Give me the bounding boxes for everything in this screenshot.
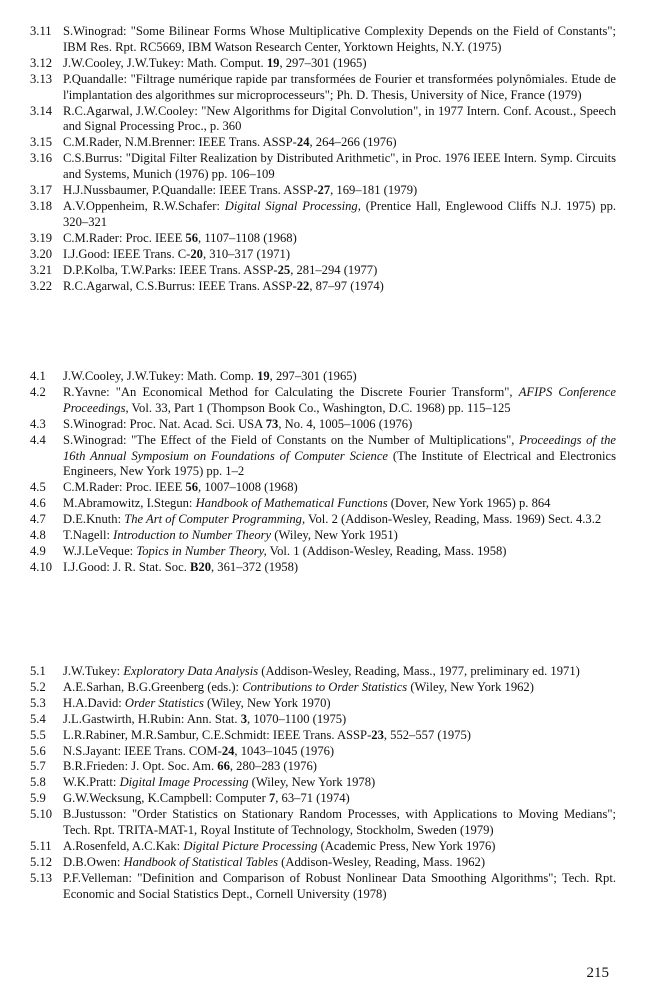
reference-entry	[30, 433, 616, 481]
reference-text	[63, 369, 616, 385]
reference-entry	[30, 72, 616, 104]
reference-entry	[30, 712, 616, 728]
reference-volume: 66	[217, 759, 230, 774]
reference-volume: 73	[265, 416, 279, 431]
reference-text	[63, 247, 616, 263]
reference-number: 5.9	[30, 791, 46, 806]
reference-segment: (Addison-Wesley, Reading, Mass. 1962)	[278, 854, 486, 869]
reference-text	[63, 728, 616, 744]
reference-entry	[30, 807, 616, 839]
reference-segment: Vol. 1 (Addison-Wesley, Reading, Mass. 1958)	[266, 543, 507, 558]
reference-segment: M.Abramowitz, I.Stegun:	[63, 496, 196, 511]
reference-segment: R.C.Agarwal, J.W.Cooley: "New Algorithms for Digital Convolution", in 1977 Intern. Conf. Acoust., Speech and Signal Processing Proc., p. 360	[63, 103, 616, 134]
reference-segment: C.M.Rader: Proc. IEEE	[63, 230, 186, 245]
reference-text	[63, 528, 616, 544]
reference-segment: R.C.Agarwal, C.S.Burrus: IEEE Trans. ASSP-	[63, 278, 297, 293]
reference-title: Handbook of Mathematical Functions	[195, 496, 388, 511]
reference-entry	[30, 263, 616, 279]
reference-volume: 3	[240, 711, 248, 726]
reference-segment: , 281–294 (1977)	[290, 262, 378, 277]
reference-text	[63, 839, 616, 855]
reference-entry	[30, 728, 616, 744]
reference-segment: W.K.Pratt:	[63, 775, 120, 790]
reference-volume: 27	[317, 183, 331, 198]
reference-title: Digital Signal Processing,	[224, 198, 361, 213]
reference-segment: C.M.Rader, N.M.Brenner: IEEE Trans. ASSP-	[63, 135, 297, 150]
reference-title: Digital Picture Processing	[183, 838, 318, 853]
reference-volume: 25	[277, 262, 291, 277]
reference-segment: L.R.Rabiner, M.R.Sambur, C.E.Schmidt: IEEE Trans. ASSP-	[63, 727, 372, 742]
reference-title: Topics in Number Theory,	[136, 543, 267, 558]
reference-entry	[30, 696, 616, 712]
reference-segment: , 63–71 (1974)	[275, 791, 350, 806]
reference-segment: T.Nagell:	[63, 528, 114, 543]
reference-text	[63, 544, 616, 560]
reference-volume: 24	[221, 743, 235, 758]
reference-entry	[30, 231, 616, 247]
reference-number: 3.11	[30, 24, 52, 38]
reference-segment: , 297–301 (1965)	[269, 369, 357, 383]
reference-segment: D.B.Owen:	[63, 854, 124, 869]
reference-segment: A.Rosenfeld, A.C.Kak:	[63, 838, 184, 853]
reference-list-chapter-4	[30, 369, 616, 576]
reference-entry	[30, 664, 616, 680]
reference-number: 5.13	[30, 870, 53, 885]
reference-number: 3.21	[30, 262, 53, 277]
reference-entry	[30, 871, 616, 903]
reference-segment: W.J.LeVeque:	[63, 543, 137, 558]
reference-number: 4.5	[30, 480, 46, 495]
reference-text	[63, 759, 616, 775]
reference-segment: C.M.Rader: Proc. IEEE	[63, 480, 186, 495]
reference-number: 3.12	[30, 55, 53, 70]
reference-segment: I.J.Good: IEEE Trans. C-	[63, 246, 191, 261]
reference-entry	[30, 791, 616, 807]
reference-text	[63, 496, 616, 512]
reference-segment: , 1007–1008 (1968)	[198, 480, 298, 495]
reference-segment: D.P.Kolba, T.W.Parks: IEEE Trans. ASSP-	[63, 262, 278, 277]
reference-text	[63, 696, 616, 712]
reference-text	[63, 433, 616, 481]
reference-number: 3.14	[30, 103, 53, 118]
reference-number: 3.20	[30, 246, 53, 261]
reference-entry	[30, 199, 616, 231]
reference-number: 4.9	[30, 543, 46, 558]
reference-number: 4.6	[30, 496, 46, 511]
reference-segment: D.E.Knuth:	[63, 512, 125, 527]
reference-text	[63, 791, 616, 807]
reference-entry	[30, 528, 616, 544]
reference-segment: H.A.David:	[63, 695, 125, 710]
reference-text	[63, 385, 616, 417]
reference-segment: , 310–317 (1971)	[202, 246, 291, 261]
reference-title: Exploratory Data Analysis	[123, 664, 259, 678]
reference-segment: A.V.Oppenheim, R.W.Schafer:	[63, 198, 225, 213]
reference-text	[63, 680, 616, 696]
reference-entry	[30, 759, 616, 775]
page-number: 215	[586, 965, 609, 981]
reference-segment: , 361–372 (1958)	[211, 559, 299, 574]
reference-volume: 19	[266, 55, 280, 70]
reference-text	[63, 231, 616, 247]
reference-segment: , 1043–1045 (1976)	[234, 743, 335, 758]
reference-text	[63, 24, 616, 56]
reference-entry	[30, 744, 616, 760]
reference-entry	[30, 104, 616, 136]
reference-segment: P.Quandalle: "Filtrage numérique rapide par transformées de Fourier et transformées polynômiales. Etude de l'implantation des algorithmes sur microprocesseurs"; Ph. D. Thesis, University of Nice, France (1979)	[63, 71, 616, 102]
reference-text	[63, 199, 616, 231]
reference-text	[63, 560, 616, 576]
reference-entry	[30, 480, 616, 496]
reference-list-chapter-5	[30, 664, 616, 903]
reference-text	[63, 512, 616, 528]
reference-number: 5.8	[30, 775, 46, 790]
reference-title: Introduction to Number Theory	[113, 528, 272, 543]
reference-segment: (Wiley, New York 1970)	[203, 695, 331, 710]
reference-title: Contributions to Order Statistics	[242, 679, 408, 694]
reference-segment: Vol. 2 (Addison-Wesley, Reading, Mass. 1969) Sect. 4.3.2	[305, 512, 602, 527]
reference-text	[63, 775, 616, 791]
reference-number: 4.1	[30, 369, 46, 383]
reference-number: 5.3	[30, 695, 46, 710]
reference-volume: 19	[257, 369, 270, 383]
reference-text	[63, 279, 616, 295]
reference-segment: S.Winograd: "Some Bilinear Forms Whose Multiplicative Complexity Depends on the Field of Constants"; IBM Res. Rpt. RC5669, IBM Watson Research Center, Yorktown Heights, N.Y. (1975)	[63, 24, 616, 54]
reference-segment: (The Institute of Electrical and Electronics Engineers, New York 1975) pp. 1–2	[63, 448, 616, 479]
reference-segment: (Wiley, New York 1951)	[271, 528, 398, 543]
reference-segment: , 552–557 (1975)	[383, 727, 471, 742]
reference-segment: I.J.Good: J. R. Stat. Soc.	[63, 559, 190, 574]
reference-volume: 56	[185, 230, 199, 245]
reference-number: 5.2	[30, 679, 46, 694]
reference-number: 3.19	[30, 230, 53, 245]
reference-segment: P.F.Velleman: "Definition and Comparison of Robust Nonlinear Data Smoothing Algorithms"; Tech. Rpt. Economic and Social Statistics Dept., Cornell University (1978)	[63, 870, 616, 901]
reference-segment: (Wiley, New York 1962)	[407, 679, 534, 694]
reference-entry	[30, 417, 616, 433]
reference-volume: 22	[296, 278, 310, 293]
reference-list-chapter-3	[30, 24, 616, 294]
reference-entry	[30, 247, 616, 263]
reference-number: 5.6	[30, 743, 46, 758]
reference-number: 4.4	[30, 432, 46, 447]
reference-entry	[30, 24, 616, 56]
reference-title: Order Statistics	[124, 695, 204, 710]
reference-volume: 24	[296, 135, 310, 150]
reference-segment: (Dover, New York 1965) p. 864	[387, 496, 551, 511]
reference-volume: 23	[371, 727, 384, 742]
reference-text	[63, 263, 616, 279]
reference-number: 3.13	[30, 71, 53, 86]
reference-number: 4.7	[30, 512, 46, 527]
reference-segment: S.Winograd: "The Effect of the Field of Constants on the Number of Multiplications",	[63, 432, 520, 447]
reference-entry	[30, 151, 616, 183]
reference-segment: R.Yavne: "An Economical Method for Calculating the Discrete Fourier Transform",	[63, 384, 519, 399]
reference-segment: , 264–266 (1976)	[309, 135, 397, 150]
reference-entry	[30, 775, 616, 791]
reference-entry	[30, 135, 616, 151]
reference-text	[63, 744, 616, 760]
reference-segment: , 280–283 (1976)	[229, 759, 317, 774]
reference-entry	[30, 183, 616, 199]
reference-title: Handbook of Statistical Tables	[123, 854, 279, 869]
reference-entry	[30, 279, 616, 295]
reference-volume: 56	[185, 480, 199, 495]
reference-segment: N.S.Jayant: IEEE Trans. COM-	[63, 743, 222, 758]
reference-segment: J.W.Cooley, J.W.Tukey: Math. Comp.	[63, 369, 258, 383]
reference-number: 4.2	[30, 384, 46, 399]
reference-number: 3.15	[30, 135, 53, 150]
reference-number: 5.4	[30, 711, 46, 726]
reference-segment: (Addison-Wesley, Reading, Mass., 1977, preliminary ed. 1971)	[258, 664, 580, 678]
reference-number: 5.12	[30, 854, 53, 869]
reference-number: 3.17	[30, 183, 53, 198]
reference-entry	[30, 56, 616, 72]
reference-segment: (Prentice Hall, Englewood Cliffs N.J. 1975) pp. 320–321	[63, 198, 617, 229]
reference-number: 3.22	[30, 278, 53, 293]
reference-entry	[30, 496, 616, 512]
reference-segment: B.R.Frieden: J. Opt. Soc. Am.	[63, 759, 218, 774]
reference-text	[63, 417, 616, 433]
reference-segment: J.W.Cooley, J.W.Tukey: Math. Comput.	[63, 55, 267, 70]
reference-text	[63, 807, 616, 839]
reference-segment: , 297–301 (1965)	[279, 55, 367, 70]
reference-segment: H.J.Nussbaumer, P.Quandalle: IEEE Trans. ASSP-	[63, 183, 318, 198]
reference-segment: J.L.Gastwirth, H.Rubin: Ann. Stat.	[63, 711, 241, 726]
reference-number: 3.16	[30, 151, 53, 166]
reference-text	[63, 712, 616, 728]
reference-volume: 7	[268, 791, 276, 806]
reference-number: 5.5	[30, 727, 46, 742]
reference-segment: G.W.Wecksung, K.Campbell: Computer	[63, 791, 269, 806]
reference-text	[63, 664, 616, 680]
reference-number: 5.1	[30, 664, 46, 678]
reference-volume: B20	[190, 559, 211, 574]
reference-segment: C.S.Burrus: "Digital Filter Realization by Distributed Arithmetic", in Proc. 1976 IEEE Intern. Symp. Circuits and Systems, Munich (1976) pp. 106–109	[63, 151, 616, 182]
reference-entry	[30, 680, 616, 696]
reference-entry	[30, 544, 616, 560]
reference-number: 5.7	[30, 759, 46, 774]
reference-title: Proceedings of the 16th Annual Symposium on Foundations of Computer Science	[63, 432, 616, 463]
reference-title: AFIPS Conference Proceedings,	[63, 384, 616, 415]
reference-segment: (Wiley, New York 1978)	[248, 775, 376, 790]
reference-number: 5.10	[30, 807, 53, 822]
reference-volume: 20	[190, 246, 203, 261]
reference-entry	[30, 369, 616, 385]
reference-number: 4.3	[30, 416, 46, 431]
reference-segment: S.Winograd: Proc. Nat. Acad. Sci. USA	[63, 416, 266, 431]
reference-segment: , No. 4, 1005–1006 (1976)	[278, 416, 413, 431]
reference-text	[63, 871, 616, 903]
reference-number: 3.18	[30, 198, 53, 213]
reference-text	[63, 72, 616, 104]
reference-entry	[30, 855, 616, 871]
reference-entry	[30, 560, 616, 576]
reference-entry	[30, 512, 616, 528]
reference-entry	[30, 839, 616, 855]
reference-segment: B.Justusson: "Order Statistics on Stationary Random Processes, with Applications to Moving Medians"; Tech. Rpt. TRITA-MAT-1, Royal Institute of Technology, Stockholm, Sweden (1979)	[63, 807, 616, 838]
reference-segment: , 87–97 (1974)	[309, 278, 384, 293]
reference-segment: (Academic Press, New York 1976)	[317, 838, 496, 853]
reference-segment: , 169–181 (1979)	[330, 183, 418, 198]
reference-text	[63, 151, 616, 183]
reference-segment: , 1070–1100 (1975)	[247, 711, 347, 726]
reference-text	[63, 135, 616, 151]
reference-title: The Art of Computer Programming,	[124, 512, 306, 527]
reference-text	[63, 56, 616, 72]
reference-entry	[30, 385, 616, 417]
reference-segment: J.W.Tukey:	[63, 664, 124, 678]
reference-text	[63, 104, 616, 136]
reference-title: Digital Image Processing	[119, 775, 249, 790]
reference-number: 4.10	[30, 559, 53, 574]
reference-number: 4.8	[30, 528, 46, 543]
reference-segment: Vol. 33, Part 1 (Thompson Book Co., Washington, D.C. 1968) pp. 115–125	[128, 400, 511, 415]
reference-text	[63, 480, 616, 496]
reference-segment: A.E.Sarhan, B.G.Greenberg (eds.):	[63, 679, 243, 694]
reference-text	[63, 183, 616, 199]
reference-segment: , 1107–1108 (1968)	[198, 230, 297, 245]
reference-text	[63, 855, 616, 871]
reference-number: 5.11	[30, 838, 52, 853]
